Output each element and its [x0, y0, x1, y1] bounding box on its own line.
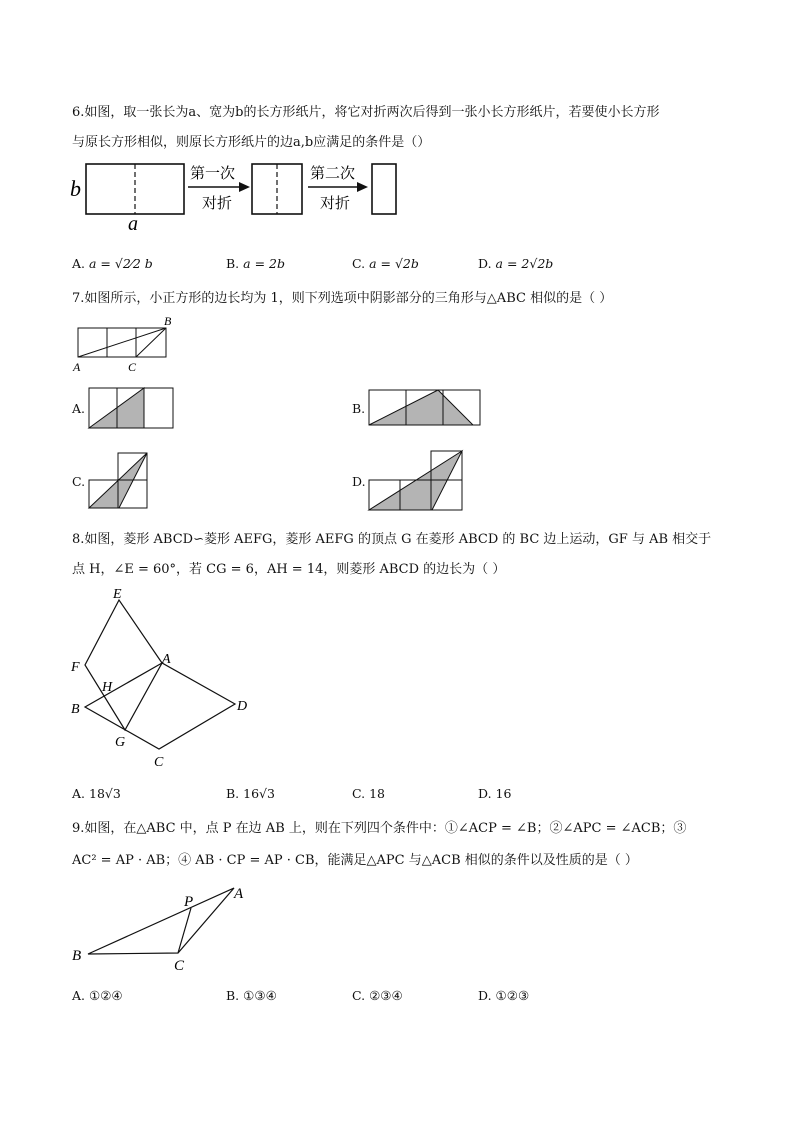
q7-option-a-figure [86, 385, 178, 433]
q8-text-line2: 点 H，∠E = 60°，若 CG = 6，AH = 14，则菱形 ABCD 的边长为（ ） [72, 562, 506, 577]
q8-rhombus-aefg [85, 600, 162, 730]
q8-label-a: A [162, 652, 171, 667]
q6-option-a-label: A. [72, 256, 86, 271]
q7-option-d-figure [366, 448, 470, 514]
q8-option-b[interactable] [226, 785, 275, 803]
q9-option-c[interactable] [352, 987, 403, 1005]
q9-label-p: P [184, 894, 194, 910]
q8-option-c-expr: 18 [369, 786, 385, 801]
q8-figure [66, 582, 266, 772]
q8-option-c[interactable] [352, 785, 385, 803]
q6-label-a: a [128, 213, 138, 234]
q7-option-d[interactable]: D. [352, 474, 366, 489]
q6-arrow1-top: 第一次 [190, 166, 236, 182]
q9-option-b-expr: ①③④ [243, 988, 277, 1003]
q8-rhombus-abcd [85, 663, 235, 749]
q7-reference-figure [70, 312, 180, 374]
q8-option-d[interactable] [478, 785, 511, 803]
q7-option-b-figure [366, 387, 484, 429]
q8-option-a[interactable] [72, 785, 121, 803]
q9-text-line2: AC² = AP · AB；④ AB · CP = AP · CB，能满足△APC 与△ACB 相似的条件以及性质的是（ ） [72, 853, 638, 868]
q9-option-c-label: C. [352, 988, 366, 1003]
q8-option-b-expr: 16√3 [243, 786, 275, 801]
q7-ref-side-cb [136, 328, 166, 357]
q7-label-a: A [73, 360, 81, 374]
q7-text-line1: 7.如图所示，小正方形的边长均为 1，则下列选项中阴影部分的三角形与△ABC 相似的是（ ） [72, 291, 613, 306]
q6-option-d-expr: a = 2√2b [495, 256, 554, 271]
q6-arrow2-bottom: 对折 [320, 196, 351, 212]
q7-option-c-figure [86, 450, 156, 512]
q8-text-line1: 8.如图，菱形 ABCD∽菱形 AEFG，菱形 AEFG 的顶点 G 在菱形 ABCD 的 BC 边上运动，GF 与 AB 相交于 [72, 532, 712, 547]
q6-arrow1-head [239, 182, 250, 192]
q8-label-e: E [113, 587, 122, 602]
q8-option-a-expr: 18√3 [89, 786, 121, 801]
q6-option-d-label: D. [478, 256, 492, 271]
q6-option-a[interactable] [72, 255, 153, 273]
q8-label-b: B [71, 702, 80, 717]
q6-text-line2: 与原长方形相似，则原长方形纸片的边a,b应满足的条件是（） [72, 135, 431, 150]
q7-option-b[interactable]: B. [352, 401, 366, 416]
q8-option-d-label: D. [478, 786, 492, 801]
q6-option-d[interactable] [478, 255, 553, 273]
q9-option-d-expr: ①②③ [495, 988, 530, 1003]
q6-option-b[interactable] [226, 255, 285, 273]
q9-label-a: A [234, 886, 244, 902]
q7-b-shaded-triangle [369, 390, 473, 425]
q8-option-c-label: C. [352, 786, 366, 801]
q7-option-c[interactable]: C. [72, 474, 86, 489]
q8-option-d-expr: 16 [495, 786, 512, 801]
q6-text-line1: 6.如图，取一张长为a、宽为b的长方形纸片，将它对折两次后得到一张小长方形纸片，若要使小长方形 [72, 105, 660, 120]
q6-option-a-expr: a = √2⁄2 b [89, 256, 153, 271]
q6-arrow2-top: 第二次 [310, 166, 356, 182]
q9-figure [66, 878, 256, 976]
q8-label-h: H [102, 680, 113, 695]
q9-option-c-expr: ②③④ [369, 988, 403, 1003]
q9-option-a-label: A. [72, 988, 86, 1003]
q9-option-a[interactable] [72, 987, 123, 1005]
q9-option-d-label: D. [478, 988, 492, 1003]
q6-option-b-label: B. [226, 256, 240, 271]
q6-option-b-expr: a = 2b [243, 256, 285, 271]
q6-arrow1-bottom: 对折 [202, 196, 233, 212]
q7-label-c: C [128, 360, 137, 374]
q6-option-c-expr: a = √2b [369, 256, 419, 271]
q9-option-a-expr: ①②④ [89, 988, 123, 1003]
q6-quarter-rectangle [372, 164, 396, 214]
q6-option-c[interactable] [352, 255, 419, 273]
q9-option-b[interactable] [226, 987, 277, 1005]
q8-label-g: G [115, 735, 126, 750]
q7-ref-side-ab [78, 328, 166, 357]
q7-option-a[interactable]: A. [72, 401, 86, 416]
q9-option-d[interactable] [478, 987, 529, 1005]
q6-figure [68, 156, 408, 234]
q6-label-b: b [70, 176, 81, 201]
q7-label-b: B [164, 314, 172, 328]
q8-option-b-label: B. [226, 786, 240, 801]
q9-label-b: B [72, 948, 82, 964]
q9-label-c: C [174, 958, 185, 974]
q8-option-a-label: A. [72, 786, 86, 801]
q8-label-d: D [237, 699, 248, 714]
q8-label-c: C [154, 755, 164, 770]
q6-arrow2-head [357, 182, 368, 192]
q8-label-f: F [71, 660, 80, 675]
q9-triangle-abc [88, 888, 234, 954]
q9-text-line1: 9.如图，在△ABC 中，点 P 在边 AB 上，则在下列四个条件中：①∠ACP = ∠B；②∠APC = ∠ACB；③ [72, 821, 687, 836]
q6-option-c-label: C. [352, 256, 366, 271]
q9-option-b-label: B. [226, 988, 240, 1003]
